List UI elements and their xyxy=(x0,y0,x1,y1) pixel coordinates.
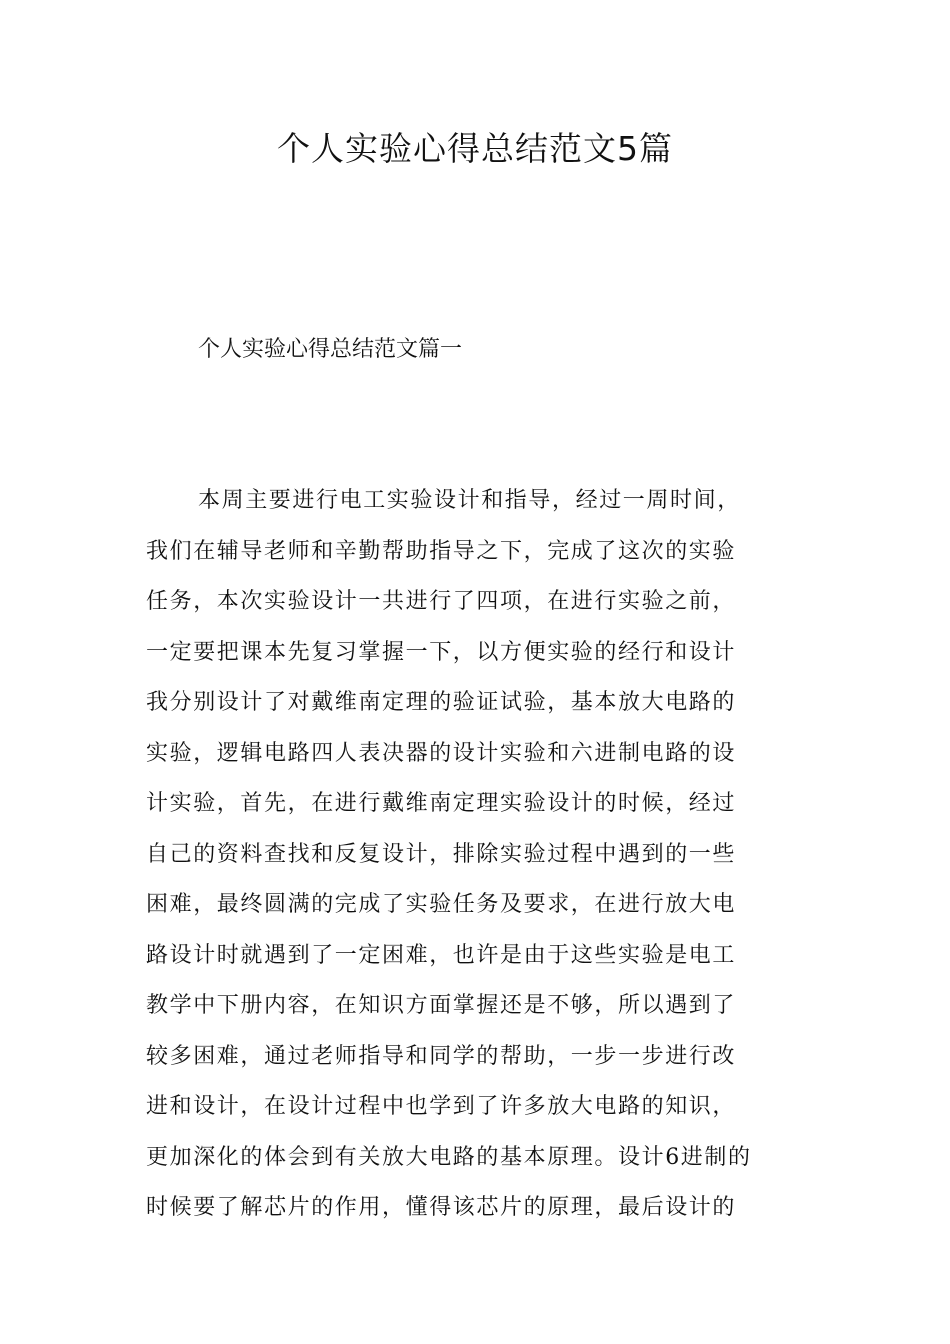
paragraph-line: 教学中下册内容，在知识方面掌握还是不够，所以遇到了 xyxy=(146,993,737,1018)
paragraph-line: 我们在辅导老师和辛勤帮助指导之下，完成了这次的实验 xyxy=(146,538,737,564)
body-paragraph xyxy=(146,476,808,1234)
document-title: 个人实验心得总结范文5篇 xyxy=(277,129,673,168)
paragraph-line: 进和设计，在设计过程中也学到了许多放大电路的知识， xyxy=(146,1094,737,1119)
paragraph-line: 路设计时就遇到了一定困难，也许是由于这些实验是电工 xyxy=(146,942,737,968)
paragraph-line: 更加深化的体会到有关放大电路的基本原理。设计6进制的 xyxy=(146,1144,752,1170)
paragraph-line: 较多困难，通过老师指导和同学的帮助，一步一步进行改 xyxy=(146,1043,737,1069)
paragraph-line: 计实验，首先，在进行戴维南定理实验设计的时候，经过 xyxy=(146,791,737,816)
paragraph-line: 时候要了解芯片的作用，懂得该芯片的原理，最后设计的 xyxy=(146,1195,737,1220)
paragraph-line: 一定要把课本先复习掌握一下，以方便实验的经行和设计 xyxy=(146,639,737,665)
paragraph-line: 自己的资料查找和反复设计，排除实验过程中遇到的一些 xyxy=(146,841,737,867)
section-heading: 个人实验心得总结范文篇一 xyxy=(198,337,463,362)
paragraph-line: 任务，本次实验设计一共进行了四项，在进行实验之前， xyxy=(146,589,737,614)
paragraph-line: 本周主要进行电工实验设计和指导，经过一周时间， xyxy=(198,488,741,513)
paragraph-line: 困难，最终圆满的完成了实验任务及要求，在进行放大电 xyxy=(146,892,737,917)
paragraph-line: 我分别设计了对戴维南定理的验证试验，基本放大电路的 xyxy=(146,690,737,715)
paragraph-line: 实验，逻辑电路四人表决器的设计实验和六进制电路的设 xyxy=(146,740,737,766)
